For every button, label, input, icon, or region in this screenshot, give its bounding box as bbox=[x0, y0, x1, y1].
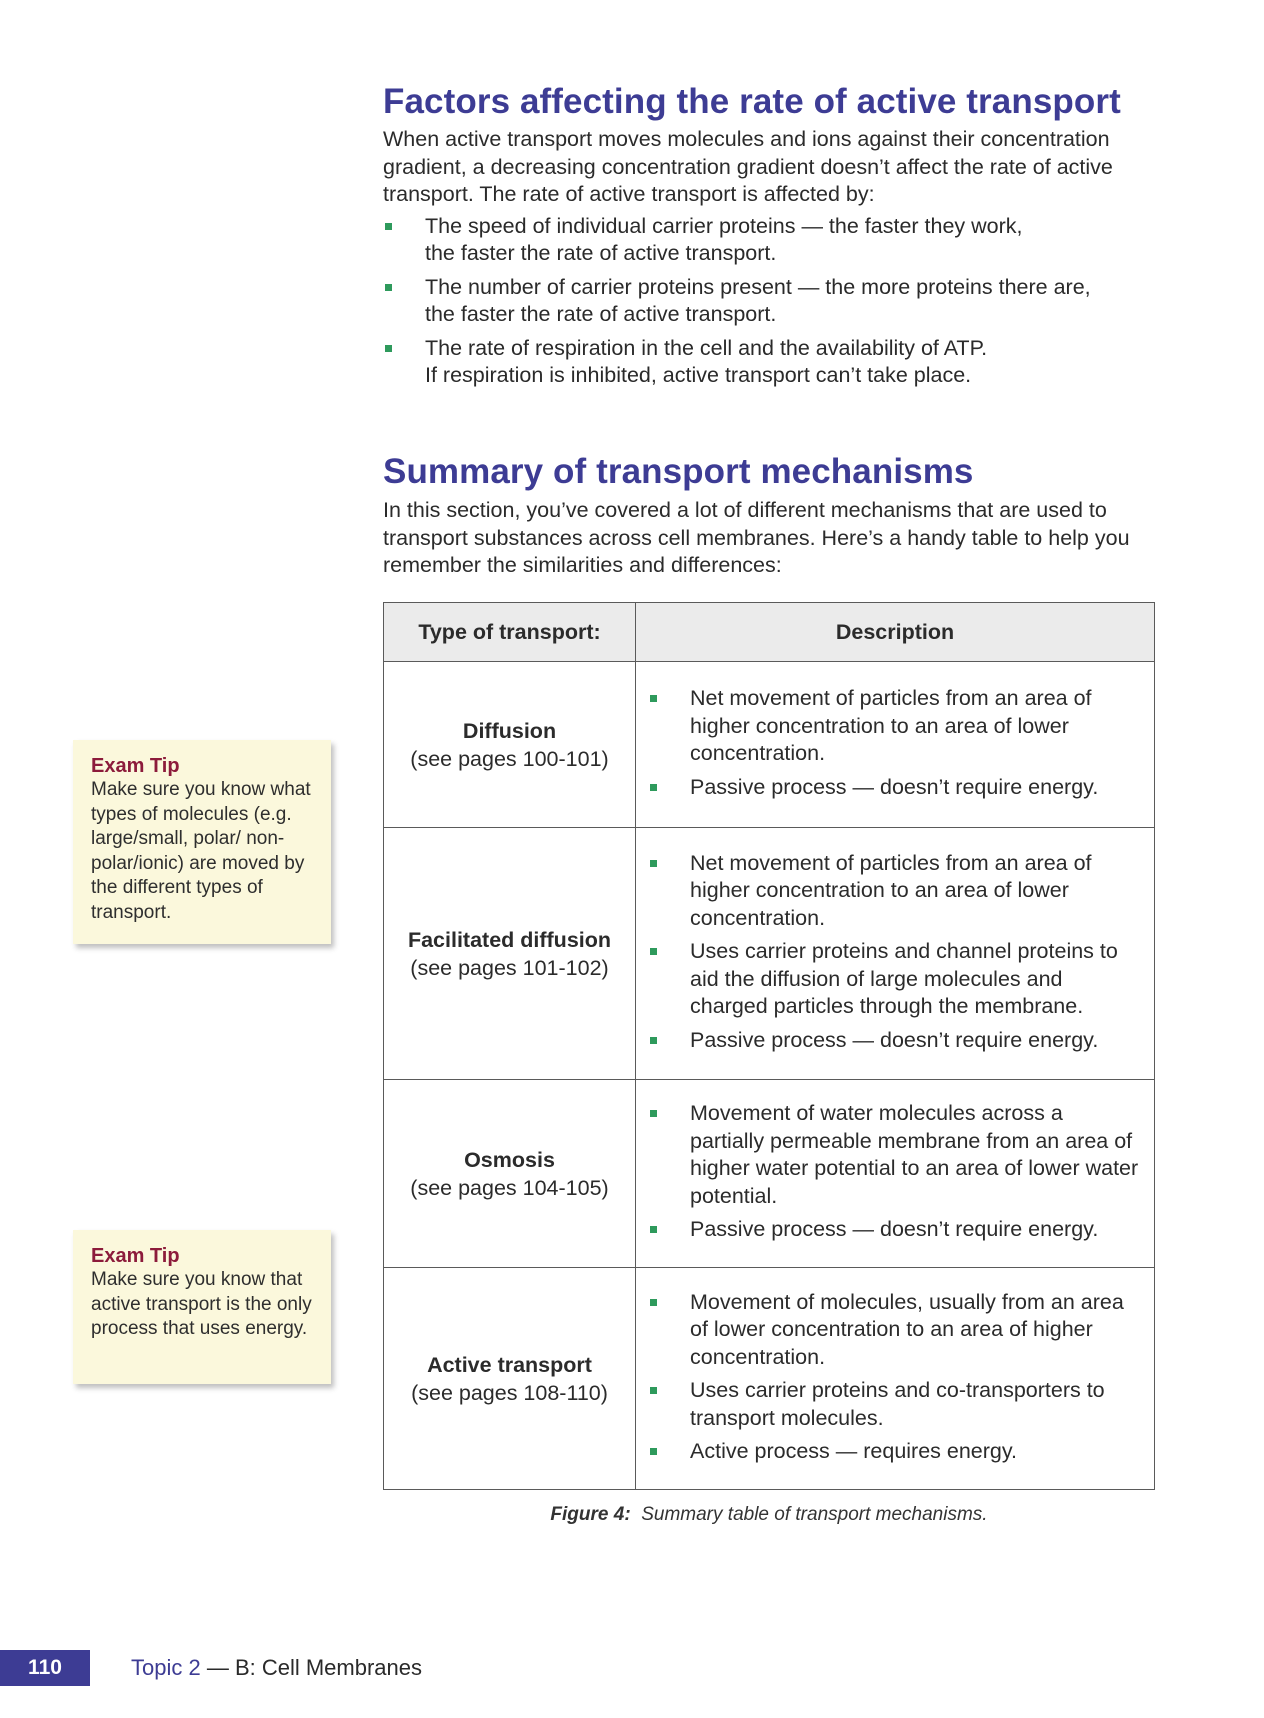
page-reference: (see pages 101-102) bbox=[410, 955, 609, 980]
square-bullet-icon bbox=[650, 948, 657, 955]
column-header-type: Type of transport: bbox=[384, 603, 636, 662]
exam-tip-box bbox=[73, 740, 331, 944]
footer-topic-label: Topic 2 bbox=[131, 1655, 201, 1680]
page-reference: (see pages 100-101) bbox=[410, 746, 609, 771]
footer-section-label: — B: Cell Membranes bbox=[200, 1655, 423, 1680]
exam-tip-title: Exam Tip bbox=[91, 755, 180, 777]
list-item: The number of carrier proteins present — the more proteins there are, the faster the rate of active transport. bbox=[383, 274, 1155, 329]
description-cell bbox=[636, 828, 1155, 1080]
section-heading: Factors affecting the rate of active transport bbox=[383, 82, 1121, 121]
description-cell bbox=[636, 1268, 1155, 1490]
section-intro: When active transport moves molecules and ions against their concentration gradient, a decreasing concentration gradient doesn’t affect the rate of active transport. The rate of active transport is affected by: bbox=[383, 127, 1113, 206]
square-bullet-icon bbox=[385, 284, 392, 291]
square-bullet-icon bbox=[650, 860, 657, 867]
transport-name: Active transport bbox=[427, 1352, 592, 1377]
table-header-row bbox=[384, 603, 1155, 662]
transport-type-cell bbox=[384, 828, 636, 1080]
exam-tip-body: Make sure you know that active transport is the only process that uses energy. bbox=[91, 1269, 312, 1339]
square-bullet-icon bbox=[385, 345, 392, 352]
square-bullet-icon bbox=[650, 1448, 657, 1455]
transport-type-cell bbox=[384, 662, 636, 828]
transport-name: Osmosis bbox=[464, 1147, 555, 1172]
square-bullet-icon bbox=[650, 1299, 657, 1306]
list-item: Movement of water molecules across a partially permeable membrane from an area of higher water potential to an area of lower water potential. bbox=[648, 1100, 1142, 1210]
transport-name: Facilitated diffusion bbox=[407, 927, 612, 952]
list-item: Uses carrier proteins and channel proteins to aid the diffusion of large molecules and charged particles through the membrane. bbox=[648, 938, 1142, 1021]
list-item: Passive process — doesn’t require energy. bbox=[648, 774, 1142, 802]
list-item: The rate of respiration in the cell and the availability of ATP. If respiration is inhibited, active transport can’t take place. bbox=[383, 335, 1155, 390]
square-bullet-icon bbox=[650, 1226, 657, 1233]
list-item: Uses carrier proteins and co-transporters to transport molecules. bbox=[648, 1377, 1142, 1432]
square-bullet-icon bbox=[650, 784, 657, 791]
transport-name: Diffusion bbox=[462, 718, 557, 743]
section-heading: Summary of transport mechanisms bbox=[383, 452, 974, 491]
square-bullet-icon bbox=[650, 1387, 657, 1394]
list-item: Net movement of particles from an area of higher concentration to an area of lower concentration. bbox=[648, 850, 1142, 933]
table-row bbox=[384, 1080, 1155, 1268]
table-row bbox=[384, 1268, 1155, 1490]
square-bullet-icon bbox=[385, 223, 392, 230]
table-row bbox=[384, 828, 1155, 1080]
column-header-description: Description bbox=[636, 603, 1155, 662]
figure-caption bbox=[383, 1504, 1155, 1526]
transport-type-cell bbox=[384, 1268, 636, 1490]
exam-tip-title: Exam Tip bbox=[91, 1245, 180, 1267]
figure-caption-text: Summary table of transport mechanisms. bbox=[641, 1504, 988, 1525]
section-active-transport-factors bbox=[383, 82, 1155, 396]
list-item: Passive process — doesn’t require energy. bbox=[648, 1027, 1142, 1055]
transport-type-cell bbox=[384, 1080, 636, 1268]
section-intro: In this section, you’ve covered a lot of different mechanisms that are used to transport substances across cell membranes. Here’s a handy table to help you remember the similarities and differences: bbox=[383, 498, 1130, 577]
factors-list bbox=[383, 213, 1155, 390]
footer-topic bbox=[131, 1650, 422, 1686]
list-item: Passive process — doesn’t require energy. bbox=[648, 1216, 1142, 1244]
page-reference: (see pages 104-105) bbox=[410, 1175, 609, 1200]
list-item: Net movement of particles from an area of higher concentration to an area of lower concentration. bbox=[648, 685, 1142, 768]
list-item: Movement of molecules, usually from an area of lower concentration to an area of higher concentration. bbox=[648, 1289, 1142, 1372]
page-reference: (see pages 108-110) bbox=[411, 1380, 608, 1405]
square-bullet-icon bbox=[650, 695, 657, 702]
exam-tip-body: Make sure you know what types of molecules (e.g. large/small, polar/ non-polar/ionic) are moved by the different types of transport. bbox=[91, 779, 311, 923]
figure-label: Figure 4: bbox=[550, 1504, 631, 1525]
square-bullet-icon bbox=[650, 1110, 657, 1117]
transport-summary-table bbox=[383, 602, 1155, 1490]
table-row bbox=[384, 662, 1155, 828]
description-cell bbox=[636, 662, 1155, 828]
page-number: 110 bbox=[0, 1650, 90, 1686]
square-bullet-icon bbox=[650, 1037, 657, 1044]
section-summary bbox=[383, 452, 1155, 580]
list-item: Active process — requires energy. bbox=[648, 1438, 1142, 1466]
list-item: The speed of individual carrier proteins — the faster they work, the faster the rate of active transport. bbox=[383, 213, 1155, 268]
exam-tip-box bbox=[73, 1230, 331, 1384]
description-cell bbox=[636, 1080, 1155, 1268]
